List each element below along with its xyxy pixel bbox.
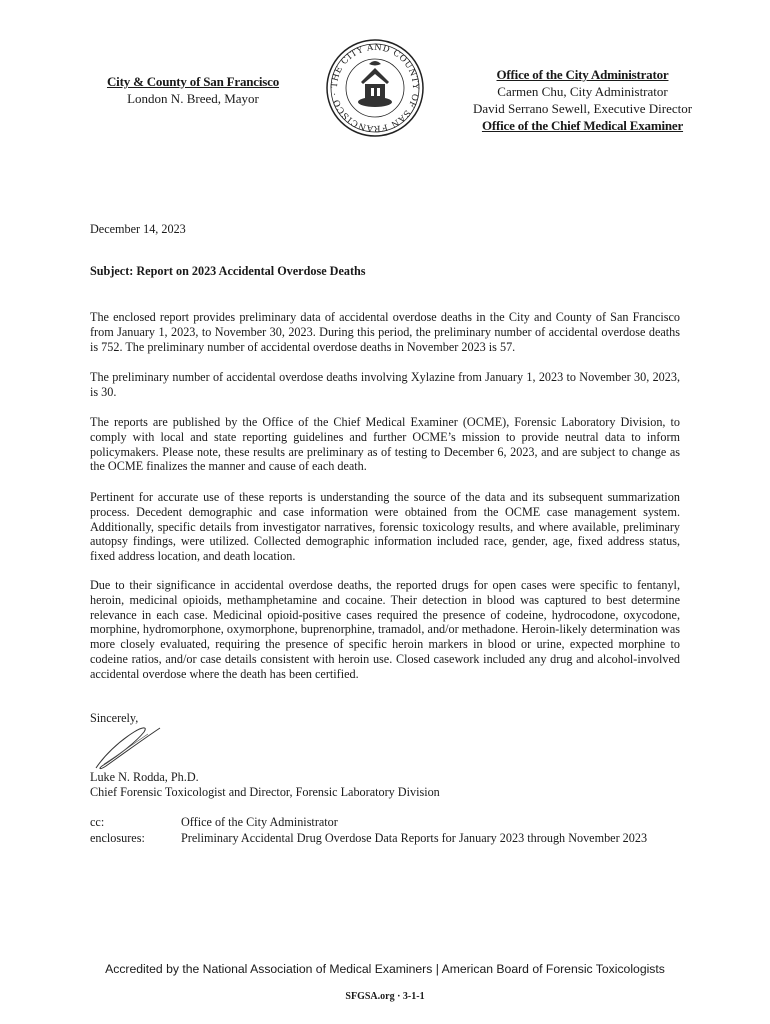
letterhead-left <box>88 73 298 107</box>
signer-title: Chief Forensic Toxicologist and Director, Forensic Laboratory Division <box>90 785 440 799</box>
enclosures-label: enclosures: <box>90 831 145 845</box>
seal-text: THE CITY AND COUNTY OF SAN FRANCISCO · <box>329 42 421 134</box>
enclosures-value: Preliminary Accidental Drug Overdose Data Reports for January 2023 through November 2023 <box>181 831 648 845</box>
cc-value: Office of the City Administrator <box>181 815 338 829</box>
city-county-heading: City & County of San Francisco <box>106 74 280 89</box>
city-administrator-name: Carmen Chu, City Administrator <box>497 84 668 99</box>
executive-director-name: David Serrano Sewell, Executive Director <box>472 101 693 116</box>
paragraph-5: Due to their significance in accidental overdose deaths, the reported drugs for open cases were specific to fentanyl, heroin, medicinal opioids, methamphetamine and cocaine. Their detection in blood was captured to best determine relevance in each case. Medicinal opioid-positive cases required the presence of codeine, hydrocodone, oxycodone, morphine, hydromorphone, oxymorphone, buprenorphine, tramadol, and/or methadone. Heroin-likely determination was more closely evaluated, requiring the presence of specific heroin markers in blood or urine, expected morphine to codeine ratios, and/or case details consistent with heroin use. Closed casework included any drug and alcohol-involved accidental overdose where the death has been certified. <box>90 578 680 681</box>
signature <box>90 724 170 774</box>
cc-row <box>0 815 770 830</box>
medical-examiner-office-heading: Office of the Chief Medical Examiner <box>481 118 684 133</box>
paragraph-3: The reports are published by the Office of the Chief Medical Examiner (OCME), Forensic Laboratory Division, to comply with local and state reporting guidelines and further OCME’s mission to provide neutral data to inform policymakers. Please note, these results are preliminary as of testing to December 6, 2023, and are subject to change as the OCME finalizes the manner and cause of each death. <box>90 415 680 474</box>
subject-line: Subject: Report on 2023 Accidental Overdose Deaths <box>90 264 366 278</box>
signer-name: Luke N. Rodda, Ph.D. <box>90 770 199 784</box>
letterhead-right <box>455 66 710 134</box>
city-administrator-office-heading: Office of the City Administrator <box>496 67 669 82</box>
city-seal <box>325 38 425 138</box>
accreditation-footer: Accredited by the National Association of Medical Examiners | American Board of Forensic Toxicologists <box>105 962 665 976</box>
paragraph-1: The enclosed report provides preliminary data of accidental overdose deaths in the City and County of San Francisco from January 1, 2023, to November 30, 2023. During this period, the preliminary number of accidental overdose deaths is 752. The preliminary number of accidental overdose deaths in November 2023 is 57. <box>90 310 680 354</box>
cc-label: cc: <box>90 815 105 829</box>
mayor-line: London N. Breed, Mayor <box>127 91 259 106</box>
closing: Sincerely, <box>90 711 139 725</box>
paragraph-2: The preliminary number of accidental overdose deaths involving Xylazine from January 1, 2023 to November 30, 2023, is 30. <box>90 370 680 399</box>
footer-code: SFGSA.org · 3-1-1 <box>345 991 425 1002</box>
enclosures-row <box>0 831 770 846</box>
paragraph-4: Pertinent for accurate use of these reports is understanding the source of the data and its subsequent summarization process. Decedent demographic and case information were obtained from the OCME case management system. Additionally, specific details from investigator narratives, forensic toxicology results, and where available, preliminary autopsy findings, were utilized. Collected demographic information included race, gender, age, fixed address status, fixed address location, and death location. <box>90 490 680 564</box>
letter-date: December 14, 2023 <box>90 222 186 236</box>
